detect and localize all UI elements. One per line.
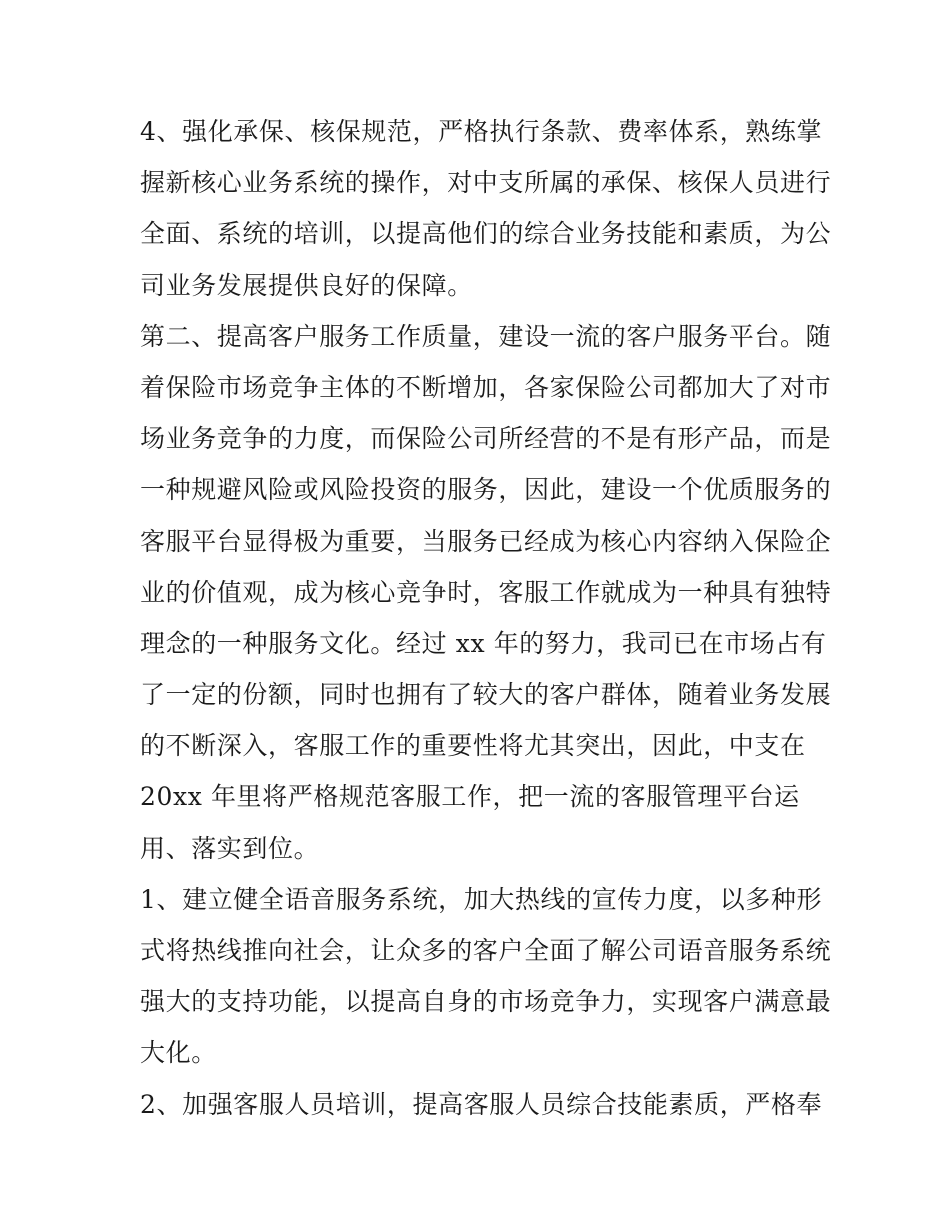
body-text: [140, 106, 832, 1130]
text-line: 一种规避风险或风险投资的服务，因此，建设一个优质服务的: [140, 475, 832, 505]
text-line: 握新核心业务系统的操作，对中支所属的承保、核保人员进行: [140, 168, 832, 198]
text-line: 20xx 年里将严格规范客服工作，把一流的客服管理平台运: [140, 782, 800, 812]
text-line: 了一定的份额，同时也拥有了较大的客户群体，随着业务发展: [140, 680, 832, 710]
text-line: 着保险市场竞争主体的不断增加，各家保险公司都加大了对市: [140, 372, 832, 402]
text-line: 全面、系统的培训，以提高他们的综合业务技能和素质，为公: [140, 219, 832, 249]
text-line: 客服平台显得极为重要，当服务已经成为核心内容纳入保险企: [140, 526, 832, 556]
text-line: 用、落实到位。: [140, 833, 320, 863]
text-line: 强大的支持功能，以提高自身的市场竞争力，实现客户满意最: [140, 987, 832, 1017]
text-line: 司业务发展提供良好的保障。: [140, 270, 473, 300]
text-line: 大化。: [140, 1038, 217, 1068]
text-line: 场业务竞争的力度，而保险公司所经营的不是有形产品，而是: [140, 424, 832, 454]
text-line: 4、强化承保、核保规范，严格执行条款、费率体系，熟练掌: [140, 117, 823, 146]
text-line: 式将热线推向社会，让众多的客户全面了解公司语音服务系统: [140, 936, 832, 965]
text-line: 业的价值观，成为核心竞争时，客服工作就成为一种具有独特: [140, 577, 832, 607]
text-line: 理念的一种服务文化。经过 xx 年的努力，我司已在市场占有: [140, 628, 827, 658]
text-line: 1、建立健全语音服务系统，加大热线的宣传力度，以多种形: [140, 884, 823, 914]
text-line: 的不断深入，客服工作的重要性将尤其突出，因此，中支在: [140, 731, 806, 761]
text-line: 第二、提高客户服务工作质量，建设一流的客户服务平台。随: [140, 321, 832, 351]
text-line: 2、加强客服人员培训，提高客服人员综合技能素质，严格奉: [140, 1089, 823, 1119]
